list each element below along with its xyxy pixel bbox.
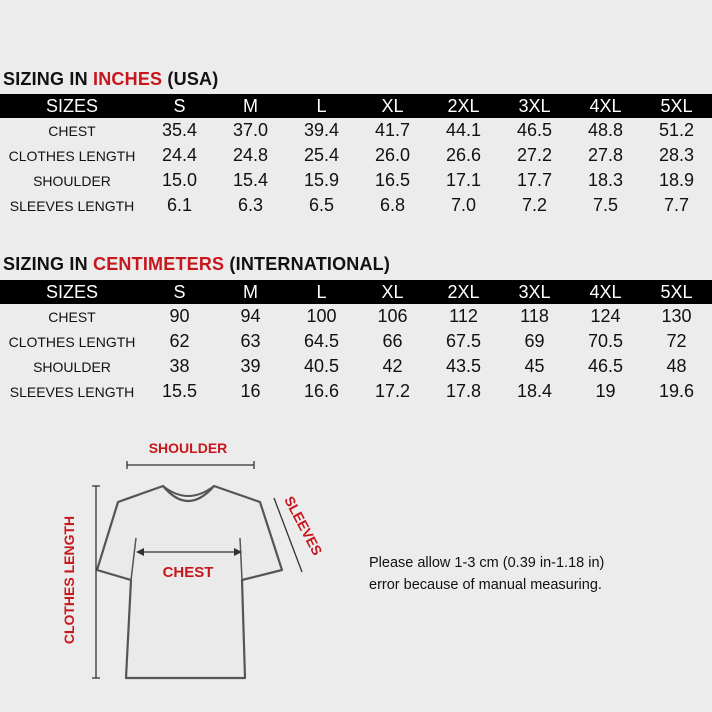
table-cell: 51.2 <box>658 120 695 140</box>
shoulder-label: SHOULDER <box>148 440 228 456</box>
table-cell: 118 <box>520 306 549 326</box>
table-cell: 15.0 <box>161 170 198 190</box>
table-cell: 15.5 <box>161 381 198 401</box>
table-cell: 15.4 <box>232 170 269 190</box>
table-cell: 27.8 <box>587 145 624 165</box>
table-row <box>0 329 712 354</box>
table-cell: 72 <box>666 331 687 351</box>
title-highlight: INCHES <box>93 69 163 89</box>
table-cell: 100 <box>306 306 337 326</box>
size-header: L <box>286 94 357 118</box>
size-header: 4XL <box>570 280 641 304</box>
clothes-length-label: CLOTHES LENGTH <box>61 515 77 645</box>
size-header: 2XL <box>428 94 499 118</box>
table-cell: 17.1 <box>445 170 482 190</box>
table-cell: 70.5 <box>587 331 624 351</box>
table-cell: 26.0 <box>374 145 411 165</box>
size-header: 3XL <box>499 94 570 118</box>
table-cell: 46.5 <box>516 120 553 140</box>
sleeves-label: SLEEVES <box>281 493 326 558</box>
size-header: 2XL <box>428 280 499 304</box>
table-cell: 90 <box>169 306 190 326</box>
table-cell: 16.6 <box>303 381 340 401</box>
tshirt-measurement-diagram <box>0 420 360 712</box>
sizes-header: SIZES <box>0 280 144 304</box>
tshirt-outline <box>97 486 282 678</box>
title-highlight: CENTIMETERS <box>93 254 225 274</box>
table-cell: 7.2 <box>521 195 548 215</box>
table-cell: 48 <box>666 356 687 376</box>
table-cell: 18.9 <box>658 170 695 190</box>
measurement-note <box>369 552 604 596</box>
size-header: XL <box>357 94 428 118</box>
table-cell: 112 <box>449 306 478 326</box>
table-cell: 25.4 <box>303 145 340 165</box>
table-cell: 28.3 <box>658 145 695 165</box>
table-cell: 19 <box>595 381 616 401</box>
table-cell: 40.5 <box>303 356 340 376</box>
table-cell: 69 <box>524 331 545 351</box>
table-cell: 67.5 <box>445 331 482 351</box>
chest-label: CHEST <box>162 564 214 581</box>
size-header: S <box>144 94 215 118</box>
table-row <box>0 143 712 168</box>
table-row <box>0 379 712 404</box>
table-cell: 39 <box>240 356 261 376</box>
inches-section-title <box>3 69 218 90</box>
table-cell: 44.1 <box>445 120 482 140</box>
table-cell: 17.8 <box>445 381 482 401</box>
table-cell: 27.2 <box>516 145 553 165</box>
sizes-header: SIZES <box>0 94 144 118</box>
table-cell: 46.5 <box>587 356 624 376</box>
table-row <box>0 193 712 218</box>
table-cell: 6.5 <box>308 195 335 215</box>
table-cell: 15.9 <box>303 170 340 190</box>
cm-section-title <box>3 254 390 275</box>
row-label: SHOULDER <box>33 172 111 189</box>
table-cell: 43.5 <box>445 356 482 376</box>
table-row <box>0 304 712 329</box>
table-cell: 39.4 <box>303 120 340 140</box>
table-cell: 26.6 <box>445 145 482 165</box>
table-cell: 38 <box>169 356 190 376</box>
cm-size-table <box>0 280 712 404</box>
table-cell: 18.4 <box>516 381 553 401</box>
row-label: CLOTHES LENGTH <box>8 333 136 350</box>
table-row <box>0 118 712 143</box>
table-cell: 66 <box>382 331 403 351</box>
table-cell: 24.4 <box>161 145 198 165</box>
table-header-row <box>0 94 712 118</box>
size-header: 5XL <box>641 94 712 118</box>
table-cell: 35.4 <box>161 120 198 140</box>
size-header: L <box>286 280 357 304</box>
row-label: CLOTHES LENGTH <box>8 147 136 164</box>
table-cell: 16 <box>240 381 261 401</box>
table-header-row <box>0 280 712 304</box>
table-cell: 106 <box>377 306 408 326</box>
table-cell: 130 <box>661 306 692 326</box>
table-cell: 45 <box>524 356 545 376</box>
row-label: SHOULDER <box>33 358 111 375</box>
table-cell: 7.0 <box>450 195 477 215</box>
size-header: M <box>215 94 286 118</box>
inches-size-table <box>0 94 712 218</box>
row-label: CHEST <box>48 308 96 325</box>
table-cell: 16.5 <box>374 170 411 190</box>
table-cell: 48.8 <box>587 120 624 140</box>
table-row <box>0 168 712 193</box>
table-cell: 41.7 <box>374 120 411 140</box>
size-header: XL <box>357 280 428 304</box>
table-cell: 17.2 <box>374 381 411 401</box>
size-header: 5XL <box>641 280 712 304</box>
table-cell: 6.3 <box>237 195 264 215</box>
table-row <box>0 354 712 379</box>
table-cell: 62 <box>169 331 190 351</box>
table-cell: 7.5 <box>592 195 619 215</box>
table-cell: 6.8 <box>379 195 406 215</box>
title-prefix: SIZING IN <box>3 254 94 274</box>
table-cell: 42 <box>382 356 403 376</box>
table-cell: 63 <box>240 331 261 351</box>
table-cell: 124 <box>590 306 621 326</box>
table-cell: 37.0 <box>232 120 269 140</box>
table-cell: 7.7 <box>663 195 690 215</box>
title-suffix: (INTERNATIONAL) <box>224 254 391 274</box>
table-cell: 94 <box>240 306 261 326</box>
table-cell: 19.6 <box>658 381 695 401</box>
table-cell: 24.8 <box>232 145 269 165</box>
table-cell: 17.7 <box>516 170 553 190</box>
note-line-1: Please allow 1-3 cm (0.39 in-1.18 in) <box>369 555 605 571</box>
note-line-2: error because of manual measuring. <box>369 577 602 593</box>
row-label: SLEEVES LENGTH <box>9 383 135 400</box>
size-header: S <box>144 280 215 304</box>
title-suffix: (USA) <box>162 69 219 89</box>
size-header: 4XL <box>570 94 641 118</box>
row-label: SLEEVES LENGTH <box>9 197 135 214</box>
row-label: CHEST <box>48 122 96 139</box>
table-cell: 64.5 <box>303 331 340 351</box>
size-header: 3XL <box>499 280 570 304</box>
title-prefix: SIZING IN <box>3 69 94 89</box>
table-cell: 6.1 <box>166 195 193 215</box>
table-cell: 18.3 <box>587 170 624 190</box>
size-header: M <box>215 280 286 304</box>
